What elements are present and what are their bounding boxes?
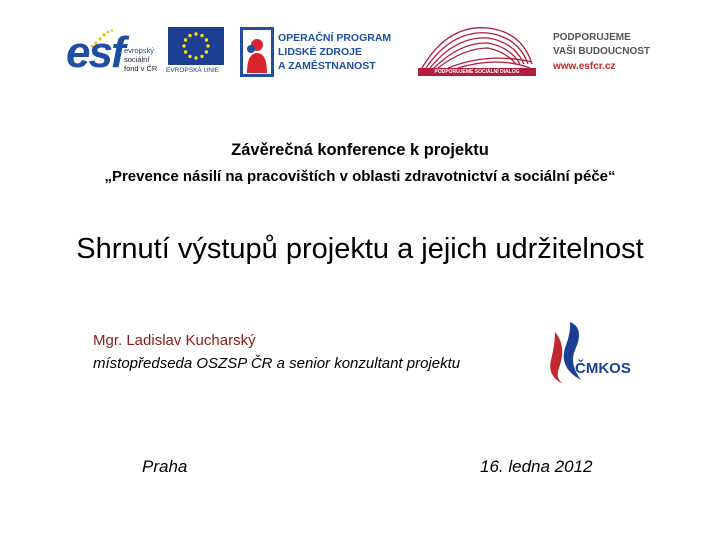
conference-title: Závěrečná konference k projektu	[231, 141, 489, 159]
conference-subtitle: „Prevence násilí na pracovištích v oblasti zdravotnictví a sociální péče“	[104, 168, 616, 185]
speaker-name: Mgr. Ladislav Kucharský	[93, 332, 256, 349]
date: 16. ledna 2012	[480, 457, 593, 476]
cmkos-text: ČMKOS	[575, 360, 631, 377]
esf-caption	[124, 46, 157, 73]
place: Praha	[142, 457, 188, 476]
esf-mark: esf	[66, 28, 124, 77]
slide-heading: Shrnutí výstupů projektu a jejich udržitelnost	[76, 233, 644, 265]
support-url: www.esfcr.cz	[553, 61, 616, 72]
social-dialog-band: PODPORUJEME SOCIÁLNÍ DIALOG	[418, 68, 536, 76]
esf-line3: fond v ČR	[124, 64, 158, 73]
eu-flag-logo	[168, 27, 224, 65]
op-person-icon	[240, 27, 274, 77]
esf-line2: sociální	[124, 55, 150, 64]
cmkos-logo-icon	[545, 320, 640, 386]
eu-stars-icon	[168, 27, 224, 65]
speaker-role: místopředseda OSZSP ČR a senior konzultant projektu	[93, 355, 461, 372]
op-line1: OPERAČNÍ PROGRAM	[278, 32, 392, 44]
logo-bar	[0, 0, 720, 90]
op-line2: LIDSKÉ ZDROJE	[278, 46, 363, 58]
op-line3: A ZAMĚSTNANOST	[278, 60, 376, 72]
op-logo-text	[278, 31, 391, 73]
eu-caption: EVROPSKÁ UNIE	[166, 67, 220, 74]
support-line1: PODPORUJEME	[553, 32, 631, 43]
support-line2: VAŠI BUDOUCNOST	[553, 46, 651, 57]
esf-line1: evropský	[124, 46, 155, 55]
support-logo-text	[553, 31, 650, 59]
